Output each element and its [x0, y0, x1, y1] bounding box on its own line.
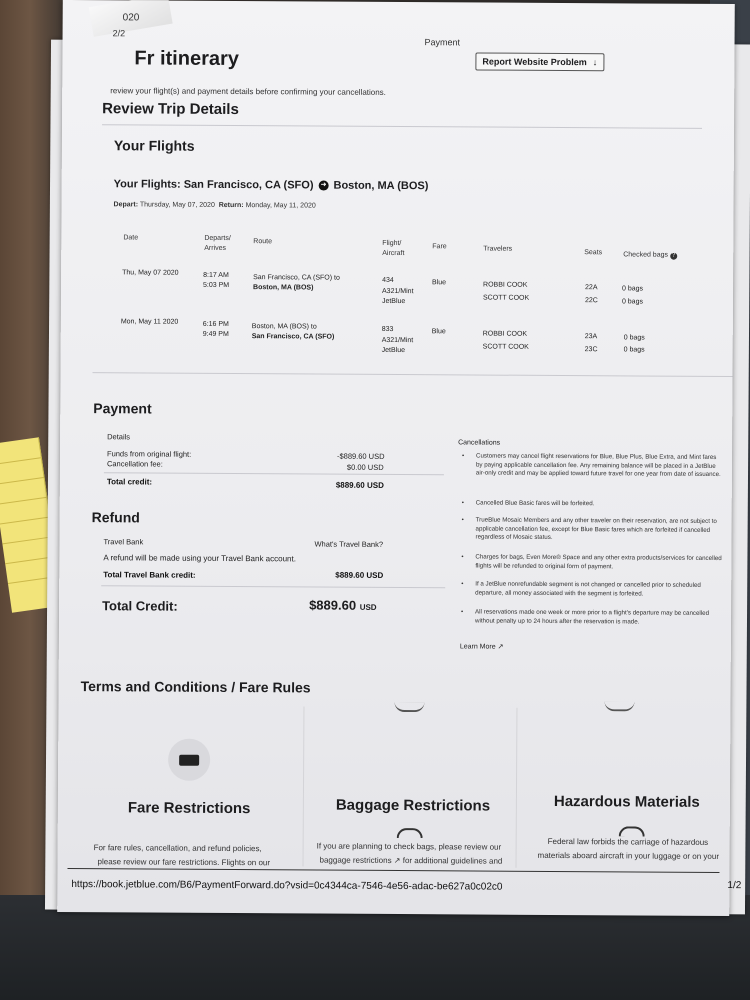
review-heading: Review Trip Details: [102, 100, 239, 119]
row-flight-number: 833: [381, 325, 394, 333]
whats-travel-bank-link[interactable]: What's Travel Bank?: [314, 539, 384, 549]
row-fare: Blue: [431, 328, 446, 336]
divider: [93, 372, 733, 377]
details-label: Details: [107, 432, 131, 442]
col-fare: Fare: [432, 243, 447, 251]
row-seat: 23C: [584, 346, 598, 354]
row-traveler: SCOTT COOK: [482, 343, 529, 351]
bullet-text: Customers may cancel flight reservations for Blue, Blue Plus, Blue Extra, and Mint fares by paying applicable cancellation fee. Any remaining balance will be placed in a JetBlue air-only credit and may be applied toward future travel for one year from date of issuance.: [475, 452, 721, 478]
trip-dates: [114, 201, 316, 209]
cancellations-heading: Cancellations: [458, 439, 501, 447]
list-item: • Cancelled Blue Basic fares will be forfeited.: [461, 499, 595, 508]
row-route-from: Boston, MA (BOS) to: [251, 323, 317, 331]
print-date-2: 2/2: [112, 28, 126, 39]
card-title: Fare Restrictions: [127, 799, 251, 818]
card-text: For fare rules, cancellation, and refund policies,: [93, 843, 262, 854]
row-depart-time: 6:16 PM: [202, 320, 229, 328]
checked-bags-label: Checked bags: [623, 251, 669, 259]
chevron-down-icon[interactable]: [604, 701, 634, 711]
page-subtitle: review your flight(s) and payment details before confirming your cancellations.: [110, 86, 386, 97]
page-number: 1/2: [727, 880, 742, 892]
funds-label: Funds from original flight:: [106, 449, 192, 459]
arrow-down-icon: ↓: [592, 57, 598, 68]
col-seats: Seats: [584, 249, 603, 257]
return-label: Return:: [218, 201, 244, 210]
print-header-title: Payment: [424, 37, 461, 48]
row-carrier: JetBlue: [381, 346, 406, 355]
row-bags: 0 bags: [623, 334, 645, 342]
row-route-to: Boston, MA (BOS): [253, 284, 314, 292]
col-date: Date: [123, 234, 139, 242]
row-arrive-time: 9:49 PM: [202, 330, 229, 338]
row-bags: 0 bags: [622, 285, 644, 293]
row-traveler: SCOTT COOK: [482, 294, 530, 302]
total-credit-big-label: Total Credit:: [102, 598, 178, 614]
list-item: • Customers may cancel flight reservations for Blue, Blue Plus, Blue Extra, and Mint fares by paying applicable cancellation fee. Any remaining balance will be placed in a JetBlue air-only credit and may be applied toward future travel for one year from date of issuance.: [461, 452, 721, 478]
row-aircraft: A321/Mint: [381, 287, 414, 296]
route-destination: Boston, MA (BOS): [333, 179, 429, 193]
row-traveler: ROBBI COOK: [482, 330, 528, 338]
route-origin: Your Flights: San Francisco, CA (SFO): [113, 178, 314, 192]
list-item: • If a JetBlue nonrefundable segment is not changed or cancelled prior to scheduled departure, all money associated with the segment is forfeited.: [461, 580, 701, 598]
col-aircraft: Aircraft: [382, 249, 405, 258]
row-fare: Blue: [432, 279, 447, 287]
list-item: • Charges for bags, Even More® Space and any other extra products/services for cancelled flights will be refunded to original form of payment.: [461, 553, 722, 570]
total-credit-unit: USD: [359, 602, 377, 612]
luggage-icon: [397, 828, 423, 838]
col-route: Route: [253, 238, 273, 246]
card-text: baggage restrictions ↗ for additional guidelines and: [319, 855, 503, 866]
total-bank-credit-label: Total Travel Bank credit:: [103, 570, 196, 580]
itinerary-page: [57, 0, 742, 916]
card-text: Federal law forbids the carriage of hazardous: [547, 836, 709, 847]
row-flight-number: 434: [382, 276, 394, 284]
depart-date: Thursday, May 07, 2020: [139, 201, 215, 209]
depart-label: Depart:: [113, 201, 139, 209]
row-seat: 22C: [584, 297, 598, 305]
fee-label: Cancellation fee:: [106, 459, 163, 469]
bullet-text: Charges for bags, Even More® Space and any other extra products/services for cancelled flights will be refunded to original form of payment.: [475, 553, 722, 570]
total-credit-big-value: [309, 597, 377, 612]
col-travelers: Travelers: [483, 245, 513, 253]
row-route-to: San Francisco, CA (SFO): [251, 333, 335, 341]
card-title: Baggage Restrictions: [335, 796, 491, 815]
row-date: Thu, May 07 2020: [122, 269, 179, 277]
print-date: 020: [122, 12, 140, 24]
row-depart-time: 8:17 AM: [203, 271, 229, 279]
total-credit-label: Total credit:: [106, 477, 153, 487]
funds-value: -$889.60 USD: [336, 451, 385, 461]
row-arrive-time: 5:03 PM: [203, 281, 230, 289]
row-traveler: ROBBI COOK: [483, 281, 528, 289]
row-route-from: San Francisco, CA (SFO) to: [253, 274, 340, 282]
col-flight: Flight/: [382, 239, 402, 248]
divider: [101, 585, 445, 588]
total-bank-credit-value: $889.60 USD: [335, 570, 384, 580]
row-carrier: JetBlue: [381, 297, 406, 306]
card-title: Hazardous Materials: [553, 792, 700, 811]
total-credit-amount: $889.60: [309, 597, 357, 613]
footer-url: https://book.jetblue.com/B6/PaymentForward.do?vsid=0c4344ca-7546-4e56-adac-be627a0c02c0: [71, 879, 503, 893]
terms-heading: Terms and Conditions / Fare Rules: [80, 678, 311, 696]
row-bags: 0 bags: [623, 346, 645, 354]
bullet-text: If a JetBlue nonrefundable segment is not changed or cancelled prior to scheduled departure, all money associated with the segment is forfeited.: [475, 580, 701, 598]
card-text: materials aboard aircraft in your luggage or on your: [537, 850, 720, 861]
row-aircraft: A321/Mint: [381, 336, 414, 345]
footer-divider: [67, 868, 719, 873]
col-arrives: Arrives: [204, 244, 227, 252]
list-item: • TrueBlue Mosaic Members and any other traveler on their reservation, are not subject to applicable cancellation fee, except for Blue Basic fares which are forfeited if cancelled regardless of Mosaic status.: [461, 516, 717, 541]
travel-bank-label: Travel Bank: [103, 537, 144, 547]
row-bags: 0 bags: [621, 298, 644, 306]
col-departs: Departs/: [204, 234, 231, 242]
card-divider: [515, 708, 517, 868]
chevron-down-icon[interactable]: [394, 702, 424, 712]
report-problem-button[interactable]: [475, 52, 604, 71]
your-flights-heading: Your Flights: [113, 137, 195, 154]
page-title: Fr itinerary: [134, 47, 239, 71]
col-checked-bags: [623, 251, 677, 259]
report-problem-label: Report Website Problem: [482, 56, 587, 68]
card-text: If you are planning to check bags, please review our: [316, 841, 502, 852]
bullet-text: All reservations made one week or more prior to a flight's departure may be cancelled without penalty up to 24 hours after the reservation is made.: [474, 608, 710, 625]
arrow-right-icon: ➜: [318, 181, 328, 191]
bullet-text: Cancelled Blue Basic fares will be forfeited.: [475, 499, 595, 508]
ticket-icon: [168, 739, 210, 781]
refund-heading: Refund: [91, 509, 140, 526]
return-date: Monday, May 11, 2020: [245, 202, 316, 210]
learn-more-link[interactable]: Learn More ↗: [459, 643, 504, 651]
card-divider: [303, 706, 305, 866]
divider: [102, 124, 702, 129]
row-date: Mon, May 11 2020: [120, 318, 179, 326]
info-icon[interactable]: ?: [671, 252, 676, 259]
list-item: • All reservations made one week or more prior to a flight's departure may be cancelled without penalty up to 24 hours after the reservation is made.: [461, 608, 710, 625]
total-credit-value: $889.60 USD: [335, 480, 384, 490]
row-seat: 23A: [584, 333, 598, 341]
payment-heading: Payment: [93, 400, 152, 417]
refund-note: A refund will be made using your Travel Bank account.: [103, 553, 296, 564]
card-text: please review our fare restrictions. Flights on our: [97, 857, 271, 868]
bullet-text: TrueBlue Mosaic Members and any other traveler on their reservation, are not subject to applicable cancellation fee, except for Blue Basic fares which are forfeited if cancelled regardless of Mosaic status.: [475, 516, 717, 541]
divider: [104, 472, 444, 475]
route-summary: [114, 178, 429, 192]
row-seat: 22A: [585, 284, 598, 292]
fee-value: $0.00 USD: [346, 462, 384, 472]
